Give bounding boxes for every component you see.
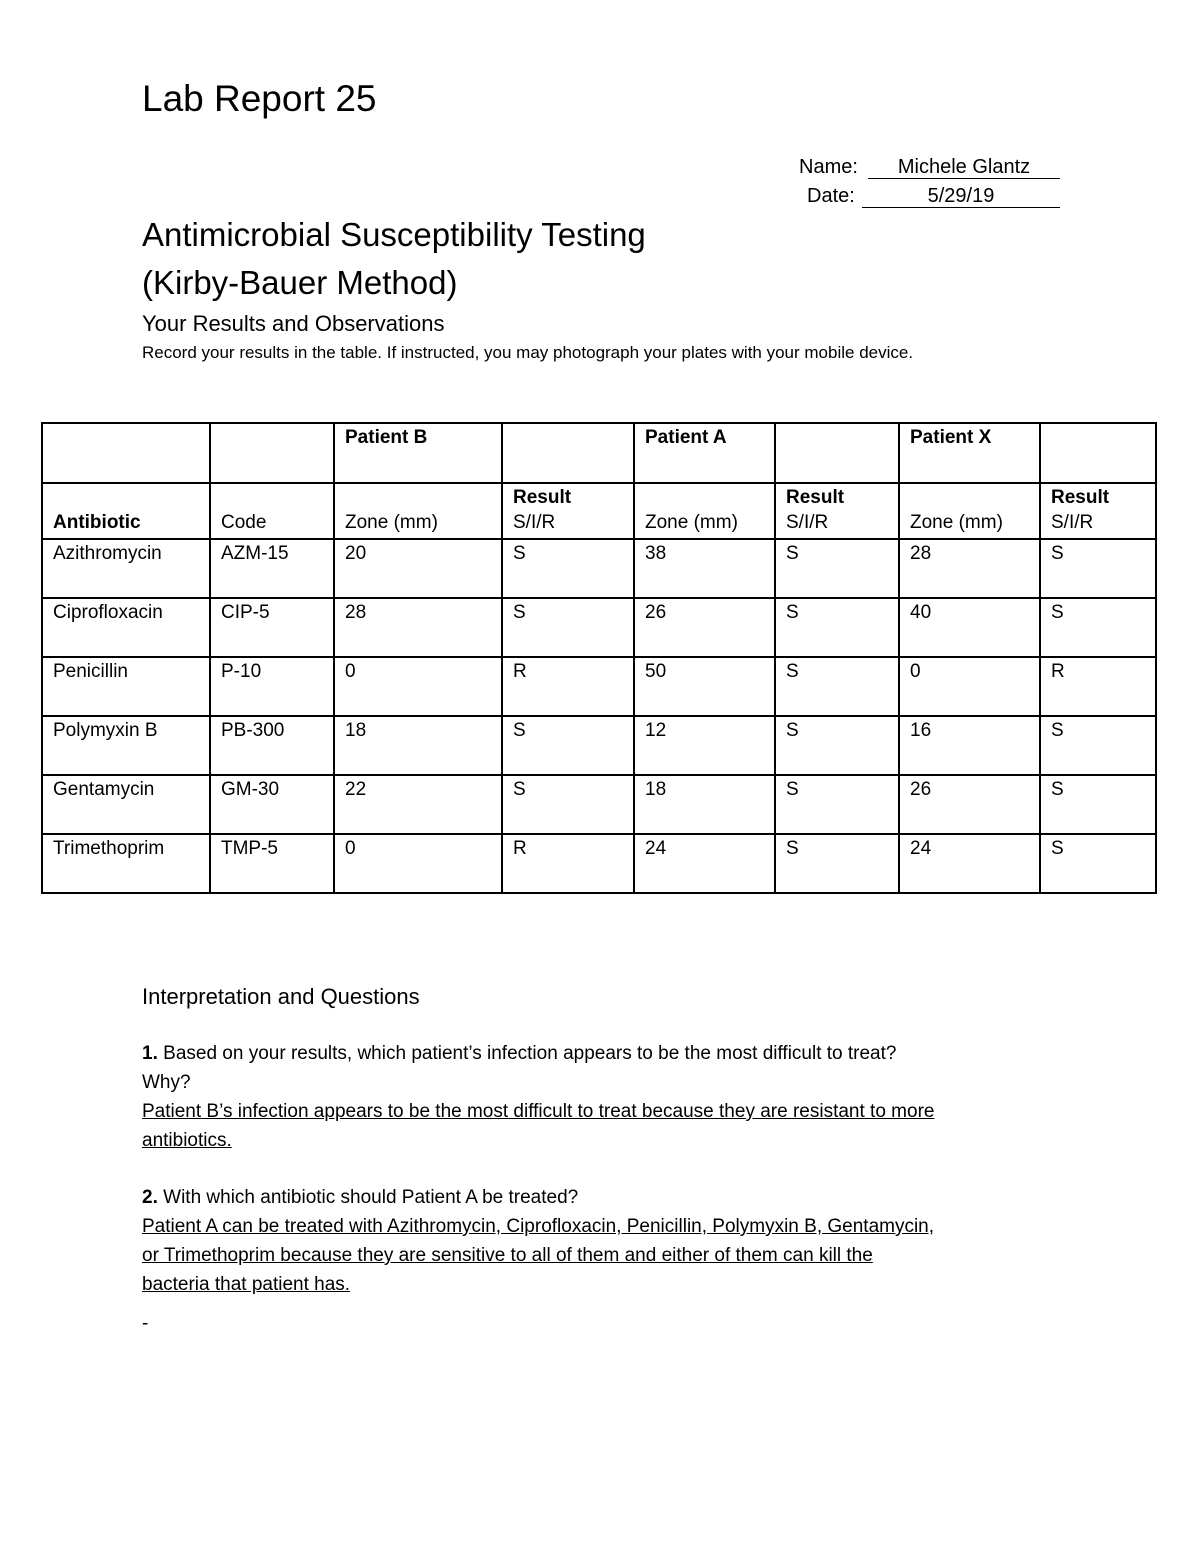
answer-2-line-1: Patient A can be treated with Azithromycin, Ciprofloxacin, Penicillin, Polymyxin B, Gentamycin, [142,1216,935,1237]
name-label: Name: [799,156,858,178]
question-1 [142,1043,896,1065]
table-patient-header-row [42,423,1156,483]
blank-cell [42,483,210,512]
question-1-text: Based on your results, which patient’s infection appears to be the most difficult to treat? [163,1043,897,1064]
zone-a-cell: 24 [634,834,775,893]
result-b-cell: S [502,598,634,657]
zone-x-cell: 16 [899,716,1040,775]
name-value: Michele Glantz [868,156,1060,179]
antibiotic-cell: Trimethoprim [42,834,210,893]
zone-b-cell: 22 [334,775,502,834]
zone-b-cell: 20 [334,539,502,598]
code-cell: PB-300 [210,716,334,775]
table-row [42,834,1156,893]
result-x-cell: S [1040,775,1156,834]
result-b-cell: S [502,775,634,834]
interpretation-heading: Interpretation and Questions [142,984,420,1009]
question-2 [142,1187,578,1209]
zone-b-cell: 18 [334,716,502,775]
result-a-cell: S [775,539,899,598]
blank-cell [775,423,899,483]
result-label-a: Result [775,483,899,512]
code-cell: TMP-5 [210,834,334,893]
col-zone-header-b: Zone (mm) [334,512,502,539]
result-a-cell: S [775,657,899,716]
date-label: Date: [807,185,855,207]
result-a-cell: S [775,775,899,834]
question-1-continued: Why? [142,1072,191,1093]
col-antibiotic-header: Antibiotic [42,512,210,539]
result-x-cell: R [1040,657,1156,716]
zone-a-cell: 50 [634,657,775,716]
blank-cell [1040,423,1156,483]
answer-2-line-2: or Trimethoprim because they are sensitive to all of them and either of them can kill the [142,1245,873,1266]
result-b-cell: R [502,834,634,893]
result-x-cell: S [1040,834,1156,893]
date-value: 5/29/19 [862,185,1060,208]
answer-1-line-2: antibiotics. [142,1130,232,1151]
zone-a-cell: 38 [634,539,775,598]
code-cell: AZM-15 [210,539,334,598]
result-label-b: Result [502,483,634,512]
code-cell: GM-30 [210,775,334,834]
result-a-cell: S [775,598,899,657]
patient-x-header: Patient X [899,423,1040,483]
zone-x-cell: 0 [899,657,1040,716]
table-result-label-row [42,483,1156,512]
blank-cell [210,483,334,512]
blank-cell [210,423,334,483]
zone-x-cell: 24 [899,834,1040,893]
zone-x-cell: 40 [899,598,1040,657]
antibiotic-cell: Polymyxin B [42,716,210,775]
blank-cell [634,483,775,512]
zone-b-cell: 0 [334,834,502,893]
patient-a-header: Patient A [634,423,775,483]
zone-x-cell: 28 [899,539,1040,598]
report-title: Lab Report 25 [142,78,377,119]
zone-x-cell: 26 [899,775,1040,834]
answer-2-line-3: bacteria that patient has. [142,1274,351,1295]
col-sir-header-b: S/I/R [502,512,634,539]
table-row [42,598,1156,657]
table-row [42,775,1156,834]
result-label-x: Result [1040,483,1156,512]
zone-a-cell: 18 [634,775,775,834]
trailing-mark: - [142,1313,149,1334]
document-title: Antimicrobial Susceptibility Testing [142,216,646,253]
result-x-cell: S [1040,716,1156,775]
col-zone-header-x: Zone (mm) [899,512,1040,539]
patient-b-header: Patient B [334,423,502,483]
zone-a-cell: 12 [634,716,775,775]
code-cell: P-10 [210,657,334,716]
col-sir-header-a: S/I/R [775,512,899,539]
document-title-method: (Kirby-Bauer Method) [142,264,458,301]
results-table [41,422,1157,894]
blank-cell [42,423,210,483]
table-row [42,657,1156,716]
instructions-text: Record your results in the table. If instructed, you may photograph your plates with your mobile device. [142,343,914,362]
blank-cell [899,483,1040,512]
result-a-cell: S [775,834,899,893]
section-subtitle: Your Results and Observations [142,311,445,336]
answer-1-line-1: Patient B’s infection appears to be the most difficult to treat because they are resistant to more [142,1101,935,1122]
result-b-cell: S [502,716,634,775]
col-zone-header-a: Zone (mm) [634,512,775,539]
zone-b-cell: 0 [334,657,502,716]
antibiotic-cell: Gentamycin [42,775,210,834]
result-a-cell: S [775,716,899,775]
table-row [42,716,1156,775]
zone-b-cell: 28 [334,598,502,657]
table-row [42,539,1156,598]
antibiotic-cell: Penicillin [42,657,210,716]
col-code-header: Code [210,512,334,539]
result-b-cell: S [502,539,634,598]
result-b-cell: R [502,657,634,716]
zone-a-cell: 26 [634,598,775,657]
result-x-cell: S [1040,598,1156,657]
table-column-header-row [42,512,1156,539]
blank-cell [502,423,634,483]
question-2-text: With which antibiotic should Patient A be treated? [163,1187,579,1208]
code-cell: CIP-5 [210,598,334,657]
antibiotic-cell: Azithromycin [42,539,210,598]
question-2-number: 2. [142,1187,158,1208]
col-sir-header-x: S/I/R [1040,512,1156,539]
antibiotic-cell: Ciprofloxacin [42,598,210,657]
blank-cell [334,483,502,512]
question-1-number: 1. [142,1043,158,1064]
result-x-cell: S [1040,539,1156,598]
